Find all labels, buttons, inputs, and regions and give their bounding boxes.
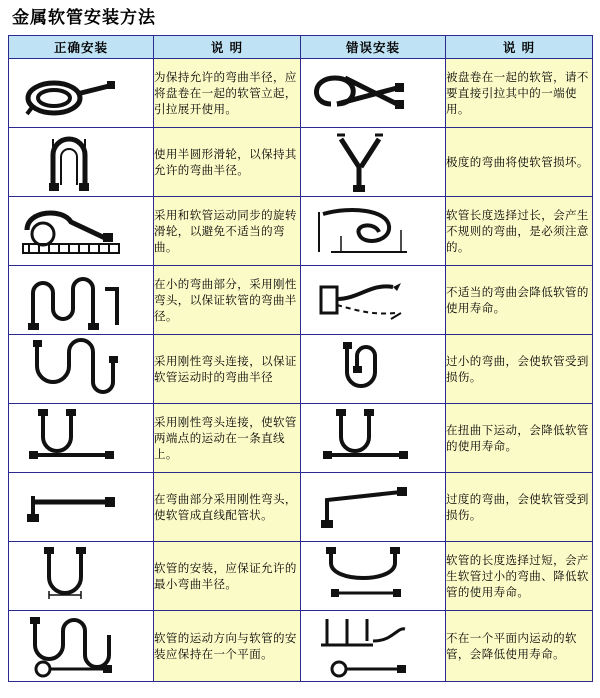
table-row <box>9 542 593 611</box>
hose-over-semicircular-pulley-icon <box>9 131 153 193</box>
rigid-elbow-connection-u-bend-icon <box>9 338 153 400</box>
note-correct: 软管的运动方向与软管的安装应保持在一个平面。 <box>154 611 301 682</box>
table-row <box>9 128 593 197</box>
table-row <box>9 611 593 682</box>
note-correct: 采用刚性弯头连接，以保证软管运动时的弯曲半径 <box>154 335 301 404</box>
figure-correct <box>9 542 154 611</box>
too-small-bend-radius-icon <box>301 338 445 400</box>
table-row <box>9 473 593 542</box>
figure-wrong <box>301 197 446 266</box>
excessive-bending-damage-icon <box>301 478 445 536</box>
note-correct: 为保持允许的弯曲半径，应将盘卷在一起的软管立起，引拉展开使用。 <box>154 59 301 128</box>
note-wrong: 不适当的弯曲会降低软管的使用寿命。 <box>446 266 593 335</box>
hose-too-long-small-bend-icon <box>301 545 445 607</box>
hose-motion-same-plane-icon <box>9 611 153 681</box>
figure-correct <box>9 197 154 266</box>
figure-correct <box>9 473 154 542</box>
note-correct: 采用刚性弯头连接，使软管两端点的运动在一条直线上。 <box>154 404 301 473</box>
figure-wrong <box>301 335 446 404</box>
header-wrong-note: 说 明 <box>446 36 593 59</box>
rigid-elbow-both-ends-straight-line-icon <box>9 407 153 469</box>
hose-bent-sharply-at-point-icon <box>301 131 445 193</box>
figure-correct <box>9 611 154 682</box>
note-correct: 在弯曲部分采用刚性弯头，使软管成直线配管状。 <box>154 473 301 542</box>
table-row <box>9 59 593 128</box>
figure-correct <box>9 59 154 128</box>
installation-methods-table <box>8 35 593 682</box>
improper-bend-reduces-life-icon <box>301 269 445 331</box>
hose-twisted-motion-icon <box>301 407 445 469</box>
note-wrong: 过小的弯曲，会使软管受到损伤。 <box>446 335 593 404</box>
note-wrong: 软管长度选择过长，会产生不规则的弯曲，是必须注意的。 <box>446 197 593 266</box>
figure-correct <box>9 266 154 335</box>
note-correct: 在小的弯曲部分，采用刚性弯头，以保证软管的弯曲半径。 <box>154 266 301 335</box>
table-row <box>9 335 593 404</box>
figure-wrong <box>301 404 446 473</box>
figure-wrong <box>301 128 446 197</box>
hose-motion-out-of-plane-icon <box>301 611 445 681</box>
figure-wrong <box>301 611 446 682</box>
coiled-hose-standing-upright-icon <box>9 64 153 122</box>
hose-minimum-bend-radius-install-icon <box>9 545 153 607</box>
table-row <box>9 266 593 335</box>
header-correct-note: 说 明 <box>154 36 301 59</box>
table-row <box>9 197 593 266</box>
note-wrong: 过度的弯曲，会使软管受到损伤。 <box>446 473 593 542</box>
page-title: 金属软管安装方法 <box>12 8 156 28</box>
hose-too-long-irregular-bend-icon <box>301 200 445 262</box>
figure-wrong <box>301 542 446 611</box>
figure-correct <box>9 128 154 197</box>
figure-correct <box>9 404 154 473</box>
figure-correct <box>9 335 154 404</box>
rigid-elbow-at-small-bend-icon <box>9 269 153 331</box>
note-wrong: 在扭曲下运动，会降低软管的使用寿命。 <box>446 404 593 473</box>
hose-on-rotating-pulley-with-chain-icon <box>9 200 153 262</box>
note-wrong: 被盘卷在一起的软管，请不要直接引拉其中的一端使用。 <box>446 59 593 128</box>
note-wrong: 不在一个平面内运动的软管，会降低使用寿命。 <box>446 611 593 682</box>
header-wrong-install: 错误安装 <box>301 36 446 59</box>
coiled-hose-pulled-straight-icon <box>301 64 445 122</box>
note-wrong: 软管的长度选择过短，会产生软管过小的弯曲、降低软管的使用寿命。 <box>446 542 593 611</box>
table-row <box>9 404 593 473</box>
note-correct: 软管的安装，应保证允许的最小弯曲半径。 <box>154 542 301 611</box>
table-header-row <box>9 36 593 59</box>
note-correct: 采用和软管运动同步的旋转滑轮，以避免不适当的弯曲。 <box>154 197 301 266</box>
figure-wrong <box>301 266 446 335</box>
figure-wrong <box>301 473 446 542</box>
rigid-elbow-straight-piping-icon <box>9 478 153 536</box>
figure-wrong <box>301 59 446 128</box>
header-correct-install: 正确安装 <box>9 36 154 59</box>
note-correct: 使用半圆形滑轮，以保持其允许的弯曲半径。 <box>154 128 301 197</box>
note-wrong: 极度的弯曲将使软管损坏。 <box>446 128 593 197</box>
